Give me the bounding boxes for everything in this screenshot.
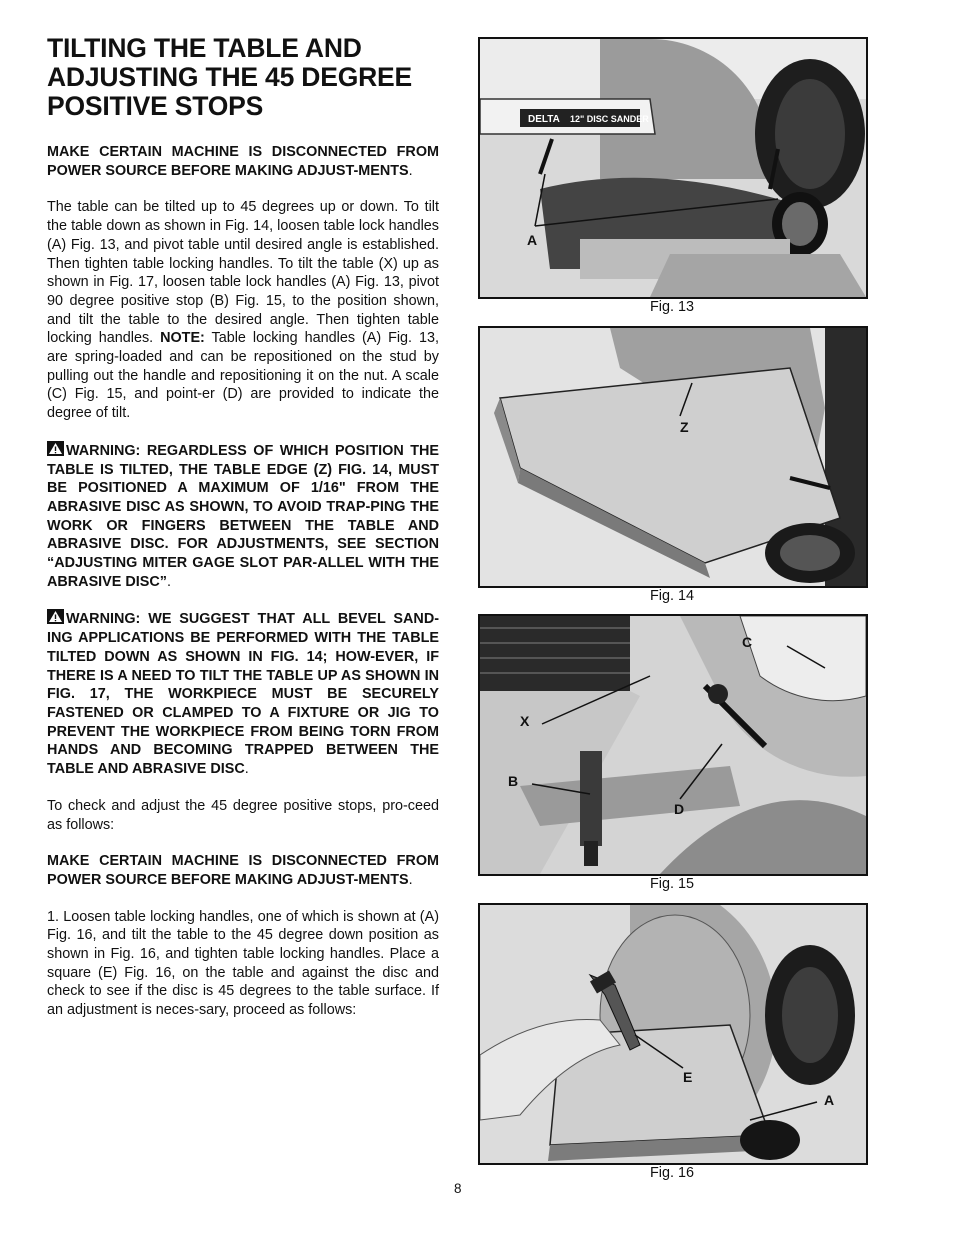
figure-16-photo bbox=[480, 905, 866, 1163]
figure-13 bbox=[478, 37, 868, 299]
warning-text-2: WARNING: WE SUGGEST THAT ALL BEVEL SAND-ING APPLICATIONS BE PERFORMED WITH THE TABLE TILTED DOWN AS SHOWN IN FIG. 14; HOW-EVER, IF THERE IS A NEED TO TILT THE TABLE UP AS SHOWN IN FIG. 17, THE WORKPIECE MUST BE SECURELY FASTENED OR CLAMPED TO A FIXTURE OR JIG TO PREVENT THE WORKPIECE FROM BEING TORN FROM HANDS AND BECOMING TRAPPED BETWEEN THE TABLE AND ABRASIVE DISC bbox=[47, 611, 439, 778]
figure-14-caption: Fig. 14 bbox=[650, 588, 694, 604]
figure-15-photo bbox=[480, 616, 866, 874]
check-intro-paragraph: To check and adjust the 45 degree positive stops, pro-ceed as follows: bbox=[47, 797, 439, 833]
model-label: 12" DISC SANDER bbox=[570, 114, 649, 124]
page-number: 8 bbox=[454, 1181, 462, 1196]
warning-icon bbox=[47, 609, 64, 624]
step-1-paragraph: 1. Loosen table locking handles, one of which is shown at (A) Fig. 16, and tilt the table to the 45 degree down position as shown in Fig. 16, and tighten table locking handles. Place a square (E) Fig. 16, on the table and against the disc and check to see if the disc is 45 degrees to the table surface. If an adjustment is neces-sary, proceed as follows: bbox=[47, 908, 439, 1019]
warning-icon bbox=[47, 441, 64, 456]
figure-15-caption: Fig. 15 bbox=[650, 876, 694, 892]
tilt-instructions-text: The table can be tilted up to 45 degrees up or down. To tilt the table down as shown in Fig. 14, loosen table lock handles (A) Fig. 13, and pivot table until desired angle is established. Then tighten table locking handles. To tilt the table (X) up as shown in Fig. 17, loosen table lock handles (A) Fig. 13, pivot 90 degree positive stop (B) Fig. 15, to the position shown, and tilt the table to the desired angle. Then tighten table locking handles. bbox=[47, 199, 439, 347]
label-z: Z bbox=[680, 419, 689, 435]
label-b: B bbox=[508, 773, 519, 789]
figure-14 bbox=[478, 326, 868, 588]
page-title: TILTING THE TABLE AND ADJUSTING THE 45 DEGREE POSITIVE STOPS bbox=[47, 33, 413, 121]
warning-period-2: . bbox=[244, 761, 249, 778]
text-column bbox=[47, 34, 439, 1038]
brand-label: DELTA bbox=[528, 114, 560, 125]
figure-13-caption: Fig. 13 bbox=[650, 299, 694, 315]
figure-14-photo bbox=[480, 328, 866, 586]
label-c: C bbox=[742, 634, 753, 650]
label-a: A bbox=[824, 1092, 835, 1108]
figure-13-photo bbox=[480, 39, 866, 297]
figure-15 bbox=[478, 614, 868, 876]
warning-paragraph-2 bbox=[47, 609, 439, 778]
caution-period-1: . bbox=[408, 162, 413, 179]
figure-16 bbox=[478, 903, 868, 1165]
note-text: Table locking handles (A) Fig. 13, are spring-loaded and can be repositioned on the stud by pulling out the handle and repositioning it on the nut. A scale (C) Fig. 15, and point-er (D) are provided to indicate the degree of tilt. bbox=[47, 330, 439, 422]
warning-period-1: . bbox=[166, 573, 171, 590]
caution-text-1: MAKE CERTAIN MACHINE IS DISCONNECTED FROM POWER SOURCE BEFORE MAKING ADJUST-MENTS bbox=[47, 144, 439, 179]
label-a: A bbox=[527, 232, 538, 248]
note-label: NOTE: bbox=[160, 330, 205, 347]
label-x: X bbox=[520, 713, 530, 729]
caution-paragraph-2 bbox=[47, 852, 439, 889]
label-e: E bbox=[683, 1069, 693, 1085]
warning-text-1: WARNING: REGARDLESS OF WHICH POSITION THE TABLE IS TILTED, THE TABLE EDGE (Z) FIG. 14, MUST BE POSITIONED A MAXIMUM OF 1/16" FROM THE ABRASIVE DISC AS SHOWN, TO AVOID TRAP-PING THE WORK OR FINGERS BETWEEN THE TABLE AND ABRASIVE DISC. FOR ADJUSTMENTS, SEE SECTION “ADJUSTING MITER GAGE SLOT PAR-ALLEL WITH THE ABRASIVE DISC” bbox=[47, 442, 439, 590]
caution-paragraph-1 bbox=[47, 143, 439, 180]
caution-text-2: MAKE CERTAIN MACHINE IS DISCONNECTED FROM POWER SOURCE BEFORE MAKING ADJUST-MENTS bbox=[47, 853, 439, 888]
label-d: D bbox=[674, 801, 685, 817]
figure-16-caption: Fig. 16 bbox=[650, 1165, 694, 1181]
warning-paragraph-1 bbox=[47, 441, 439, 592]
caution-period-2: . bbox=[408, 871, 413, 888]
tilt-instructions-paragraph bbox=[47, 198, 439, 422]
